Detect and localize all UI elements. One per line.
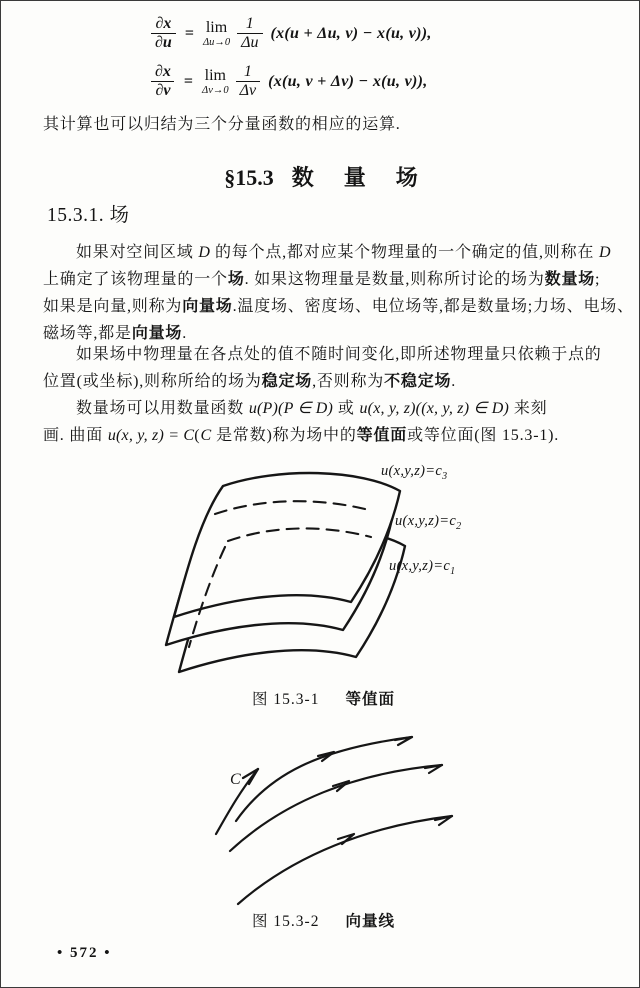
paragraph-steady-field <box>43 341 602 395</box>
lhs-fraction <box>151 15 176 53</box>
math-run: C <box>200 427 212 444</box>
text-run: 是常数)称为场中的 <box>211 427 357 444</box>
formula-partial-v <box>151 63 428 101</box>
lim-subscript: Δv→0 <box>202 84 229 96</box>
text-run: 或 <box>333 400 360 417</box>
surface-label-c1 <box>389 558 455 577</box>
lim-subscript: Δu→0 <box>202 36 231 48</box>
section-heading <box>1 161 640 192</box>
text-run: 上确定了该物理量的一个 <box>43 271 228 288</box>
frac-denominator: Δu <box>237 33 262 52</box>
math-run: u(x, y, z)((x, y, z) ∈ D) <box>359 400 510 417</box>
text-run: ; <box>595 271 601 288</box>
label-subscript: 2 <box>456 520 462 532</box>
formula-body: (x(u, v + Δv) − x(u, v)), <box>268 72 428 90</box>
math-run: u(x, y, z) = C <box>107 427 195 444</box>
vector-lines-drawing <box>194 729 524 909</box>
text-line <box>43 266 634 293</box>
subsection-heading: 15.3.1. 场 <box>47 205 130 226</box>
text-run: 如果对空间区域 <box>76 244 199 261</box>
math-var: D <box>598 244 611 261</box>
text-run: . 如果这物理量是数量,则称所讨论的场为 <box>244 271 545 288</box>
level-surfaces-drawing <box>129 457 429 697</box>
lim-word: lim <box>205 18 228 36</box>
text-run: 画. 曲面 <box>43 427 108 444</box>
text-line <box>43 368 602 395</box>
caption-number: 图 15.3-1 <box>252 691 320 708</box>
bold-term: 等值面 <box>356 427 408 444</box>
reciprocal-fraction <box>237 15 262 53</box>
lim-word: lim <box>204 66 226 84</box>
caption-title: 等值面 <box>345 691 395 708</box>
equals-sign: = <box>184 24 194 42</box>
frac-numerator: 1 <box>245 15 254 32</box>
caption-title: 向量线 <box>345 913 395 930</box>
reciprocal-fraction <box>236 63 261 101</box>
vector-line-2 <box>230 765 442 851</box>
formula-partial-u <box>151 15 432 53</box>
text-run: 如果是向量,则称为 <box>43 298 183 315</box>
math-var: D <box>198 244 211 261</box>
text-run: . <box>182 325 188 342</box>
text-run: 或等位面(图 15.3-1). <box>407 427 560 444</box>
text-run: .温度场、密度场、电位场等,都是数量场;力场、电场、 <box>232 298 634 315</box>
caption-number: 图 15.3-2 <box>252 913 320 930</box>
text-line <box>43 293 634 320</box>
text-run: 数量场可以用数量函数 <box>76 400 249 417</box>
lhs-fraction <box>151 63 175 101</box>
label-text: u(x,y,z)=c <box>395 513 457 529</box>
label-subscript: 3 <box>442 470 448 482</box>
math-run: u(P)(P ∈ D) <box>248 400 334 417</box>
paragraph-field-definition <box>43 239 634 347</box>
bold-term: 场 <box>227 271 245 288</box>
text-run: ,否则称为 <box>312 373 385 390</box>
bold-term: 不稳定场 <box>384 373 452 390</box>
figure-vector-lines <box>194 729 524 909</box>
bold-term: 稳定场 <box>261 373 313 390</box>
text-line <box>43 422 559 449</box>
bold-term: 向量场 <box>182 298 233 315</box>
text-run: 如果场中物理量在各点处的值不随时间变化,即所述物理量只依赖于点的 <box>76 346 602 363</box>
label-text: u(x,y,z)=c <box>381 463 443 479</box>
text-line <box>43 239 634 266</box>
formula-body: (x(u + Δu, v) − x(u, v)), <box>270 24 432 42</box>
paragraph-level-surface <box>43 395 559 449</box>
after-formula-text: 其计算也可以归结为三个分量函数的相应的运算. <box>43 116 401 133</box>
page-number: • 572 • <box>57 945 112 961</box>
frac-numerator: 1 <box>243 63 252 80</box>
surface-label-c2 <box>395 513 461 532</box>
limit-operator <box>203 20 230 49</box>
limit-operator <box>202 68 229 97</box>
vector-line-1 <box>236 737 412 821</box>
text-run: 来刻 <box>509 400 548 417</box>
figure-caption-2 <box>1 909 640 931</box>
curve-label-c: C <box>230 771 241 788</box>
frac-denominator: ∂v <box>151 81 174 100</box>
section-title: 数量场 <box>291 165 448 190</box>
frac-numerator: ∂x <box>155 15 172 32</box>
text-run: ( <box>194 427 201 444</box>
figure-level-surfaces <box>129 457 549 692</box>
text-line <box>43 341 602 368</box>
label-subscript: 1 <box>450 565 456 577</box>
arrowhead <box>243 769 258 784</box>
section-number: §15.3 <box>224 165 274 190</box>
text-run: 的每个点,都对应某个物理量的一个确定的值,则称在 <box>210 244 599 261</box>
text-run: . <box>451 373 457 390</box>
text-run: 磁场等,都是 <box>43 325 132 342</box>
text-line <box>43 395 559 422</box>
equals-sign: = <box>183 72 194 90</box>
vector-line-3 <box>238 816 452 904</box>
frac-numerator: ∂x <box>155 63 171 80</box>
label-text: u(x,y,z)=c <box>389 558 451 574</box>
surface-label-c3 <box>381 463 447 482</box>
frac-denominator: Δv <box>236 81 261 100</box>
bold-term: 数量场 <box>544 271 596 288</box>
figure-caption-1 <box>1 687 640 709</box>
text-run: 位置(或坐标),则称所给的场为 <box>43 373 262 390</box>
frac-denominator: ∂u <box>151 33 176 52</box>
bold-term: 向量场 <box>131 325 183 342</box>
